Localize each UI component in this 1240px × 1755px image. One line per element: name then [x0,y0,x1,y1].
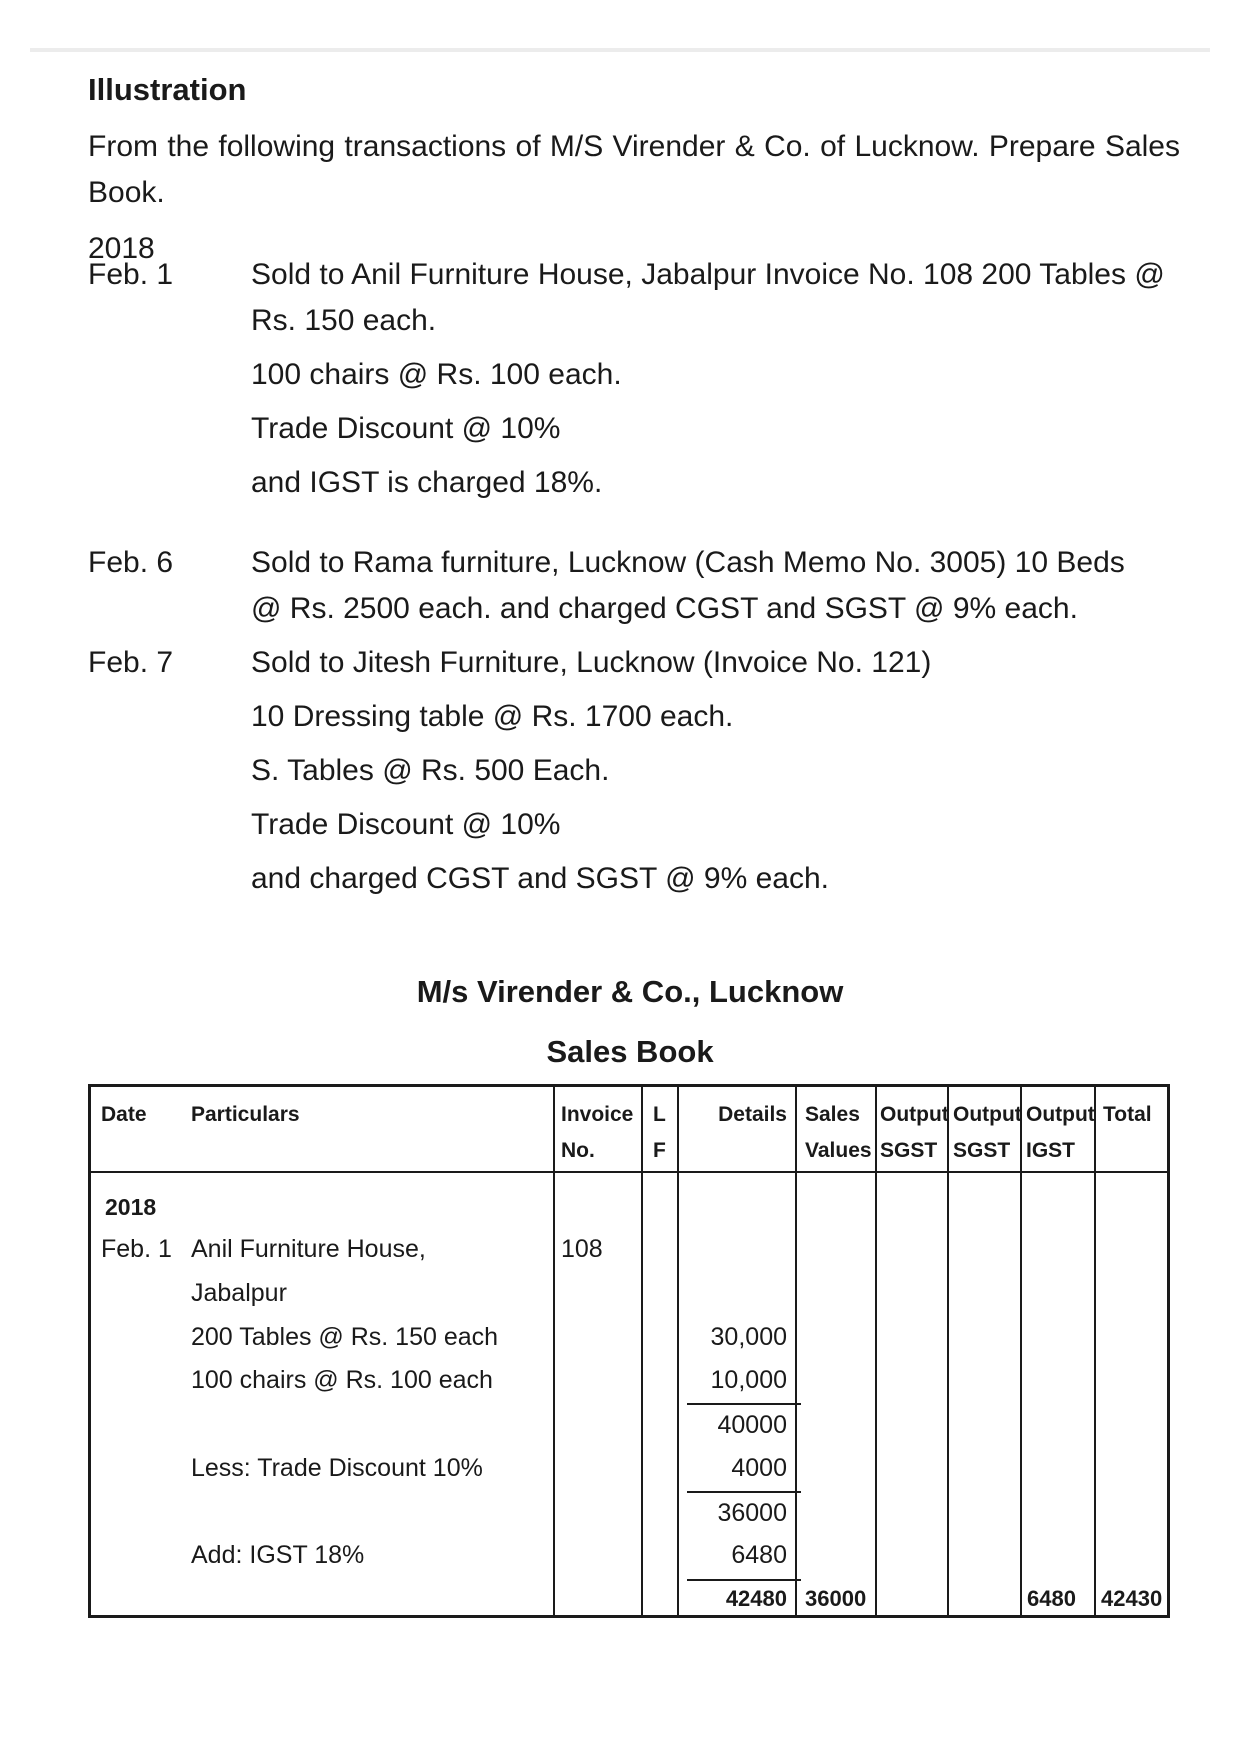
entry-total: 42430 [1101,1586,1163,1611]
sales-book-title: Sales Book [546,1034,714,1069]
header-output-sgst-2-label: SGST [953,1139,1011,1162]
transaction-line: and IGST is charged 18%. [251,466,603,499]
header-sales-values: Values [805,1139,872,1162]
entry-item-tables: 200 Tables @ Rs. 150 each [191,1323,499,1351]
header-total: Total [1103,1103,1152,1126]
entry-sales-value: 36000 [805,1586,867,1611]
column-divider [677,1087,679,1615]
column-divider [795,1087,797,1615]
transaction-line: Trade Discount @ 10% [251,808,561,841]
column-divider [641,1087,643,1615]
header-output-sgst: Output [880,1103,949,1126]
column-divider [1094,1087,1096,1615]
transaction-line: and charged CGST and SGST @ 9% each. [251,862,829,895]
header-sales: Sales [805,1103,860,1126]
header-invoice: Invoice [561,1103,634,1126]
transaction-line: Sold to Anil Furniture House, Jabalpur Invoice No. 108 200 Tables @ [251,258,1165,291]
entry-discount-amount: 4000 [731,1454,787,1482]
column-divider [947,1087,949,1615]
question-text: From the following transactions of M/S Virender & Co. of Lucknow. Prepare Sales Book. [88,130,1180,209]
transaction-date: Feb. 6 [88,546,174,579]
transaction-date: Feb. 1 [88,258,174,291]
entry-output-igst: 6480 [1027,1586,1076,1611]
entry-item-chairs-amount: 10,000 [710,1366,787,1394]
header-output-igst-label: IGST [1026,1139,1076,1162]
transaction-line: S. Tables @ Rs. 500 Each. [251,754,610,787]
transaction-line: Rs. 150 each. [251,304,437,337]
header-output-sgst-label: SGST [880,1139,938,1162]
header-divider [91,1171,1167,1173]
entry-year: 2018 [105,1194,157,1220]
header-invoice-no: No. [561,1139,595,1162]
header-date: Date [101,1103,147,1126]
column-divider [875,1087,877,1615]
entry-item-chairs: 100 chairs @ Rs. 100 each [191,1366,493,1394]
header-particulars: Particulars [191,1103,300,1126]
column-divider [553,1087,555,1615]
header-lf-f: F [653,1139,666,1162]
transaction-line: Sold to Jitesh Furniture, Lucknow (Invoice No. 121) [251,646,932,679]
entry-party: Anil Furniture House, [191,1235,426,1263]
entry-party-city: Jabalpur [191,1279,287,1307]
transaction-line: 100 chairs @ Rs. 100 each. [251,358,622,391]
entry-subtotal: 40000 [717,1411,787,1439]
transaction-line: Sold to Rama furniture, Lucknow (Cash Memo No. 3005) 10 Beds [251,546,1125,579]
transaction-line: Trade Discount @ 10% [251,412,561,445]
top-divider [30,48,1210,52]
entry-tax-label: Add: IGST 18% [191,1541,365,1569]
transaction-line: 10 Dressing table @ Rs. 1700 each. [251,700,734,733]
entry-after-discount: 36000 [717,1499,787,1527]
transaction-line: @ Rs. 2500 each. and charged CGST and SGST @ 9% each. [251,592,1078,625]
entry-item-tables-amount: 30,000 [710,1323,787,1351]
entry-tax-amount: 6480 [731,1541,787,1569]
header-details: Details [718,1103,787,1126]
sales-book-table [88,1084,1170,1618]
entry-discount-label: Less: Trade Discount 10% [191,1454,483,1482]
firm-name: M/s Virender & Co., Lucknow [416,974,844,1009]
question-year: 2018 [88,232,155,265]
transaction-date: Feb. 7 [88,646,174,679]
entry-details-total: 42480 [725,1586,787,1611]
header-output-igst: Output [1026,1103,1095,1126]
entry-date: Feb. 1 [101,1235,172,1263]
column-divider [1020,1087,1022,1615]
illustration-heading: Illustration [88,72,247,107]
header-lf: L [653,1103,666,1126]
entry-invoice-no: 108 [561,1235,603,1263]
header-output-sgst-2: Output [953,1103,1022,1126]
